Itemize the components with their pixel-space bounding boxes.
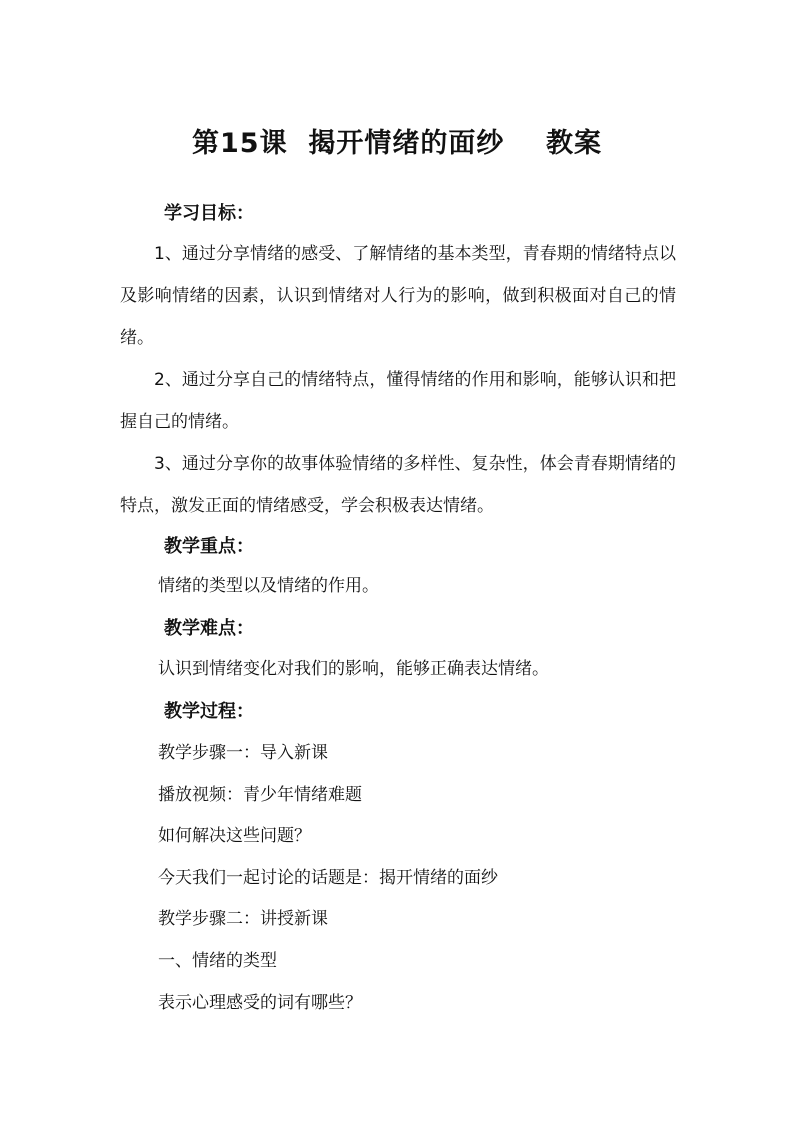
objective-item-3: 3、通过分享你的故事体验情绪的多样性、复杂性，体会青春期情绪的特点，激发正面的情绪感受，学会积极表达情绪。: [120, 454, 676, 516]
document-title: 第15课 揭开情绪的面纱 教案: [192, 128, 602, 159]
process-line: 教学步骤一：导入新课: [158, 743, 328, 763]
process-line: 教学步骤二：讲授新课: [158, 909, 328, 929]
difficulties-text: 认识到情绪变化对我们的影响，能够正确表达情绪。: [158, 659, 549, 679]
process-heading: 教学过程：: [164, 701, 254, 722]
process-line: 如何解决这些问题？: [158, 826, 311, 846]
key-points-text: 情绪的类型以及情绪的作用。: [158, 576, 379, 596]
process-line: 播放视频：青少年情绪难题: [158, 785, 362, 805]
key-points-heading: 教学重点：: [164, 536, 254, 557]
process-line: 表示心理感受的词有哪些？: [158, 993, 362, 1013]
section-heading: 一、情绪的类型: [158, 951, 277, 971]
process-line: 今天我们一起讨论的话题是：揭开情绪的面纱: [158, 868, 498, 888]
objectives-heading: 学习目标：: [164, 203, 254, 224]
objective-item-1: 1、通过分享情绪的感受、了解情绪的基本类型，青春期的情绪特点以及影响情绪的因素，认识到情绪对人行为的影响，做到积极面对自己的情绪。: [120, 244, 676, 348]
objective-item-2: 2、通过分享自己的情绪特点，懂得情绪的作用和影响，能够认识和把握自己的情绪。: [120, 370, 676, 432]
difficulties-heading: 教学难点：: [164, 618, 254, 639]
